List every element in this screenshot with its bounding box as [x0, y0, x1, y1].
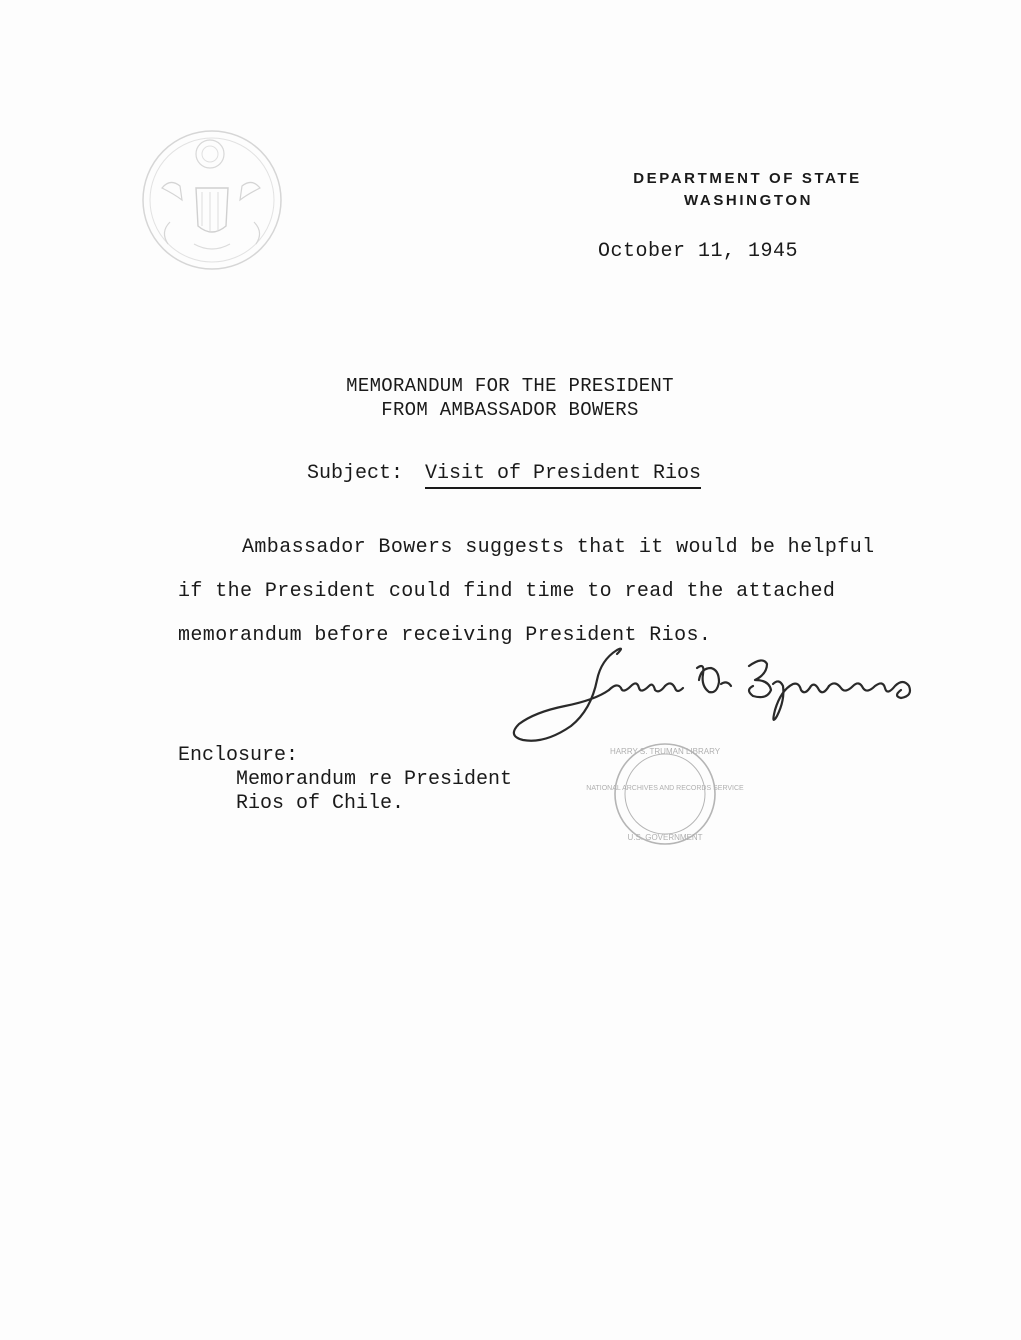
enclosure-line-2: Rios of Chile. — [236, 792, 405, 815]
letterhead-city: WASHINGTON — [683, 192, 814, 209]
body-paragraph — [178, 526, 918, 658]
subject-label: Subject: — [307, 462, 404, 485]
body-line-1: Ambassador Bowers suggests that it would be helpful — [242, 536, 875, 559]
body-line-2: if the President could find time to read the attached — [178, 580, 836, 603]
stamp-text-1: HARRY S. TRUMAN LIBRARY — [609, 747, 721, 756]
letterhead — [600, 168, 955, 212]
stamp-text-3: U.S. GOVERNMENT — [627, 833, 703, 842]
memo-title-line-2: FROM AMBASSADOR BOWERS — [381, 399, 639, 421]
library-stamp — [586, 742, 744, 846]
stamp-text-2: NATIONAL ARCHIVES AND RECORDS SERVICE — [586, 785, 744, 792]
great-seal-emboss-icon — [140, 128, 284, 272]
memo-title-line-1: MEMORANDUM FOR THE PRESIDENT — [346, 375, 674, 397]
signature — [505, 640, 935, 755]
enclosure-block — [178, 744, 512, 816]
memo-title — [300, 374, 720, 422]
subject-line — [307, 462, 701, 485]
body-line-3: memorandum before receiving President Rios. — [178, 624, 712, 647]
letterhead-department: DEPARTMENT OF STATE — [633, 170, 862, 187]
enclosure-heading: Enclosure: — [178, 744, 299, 767]
document-date: October 11, 1945 — [598, 240, 799, 263]
enclosure-line-1: Memorandum re President — [236, 768, 513, 791]
subject-value: Visit of President Rios — [425, 462, 701, 489]
